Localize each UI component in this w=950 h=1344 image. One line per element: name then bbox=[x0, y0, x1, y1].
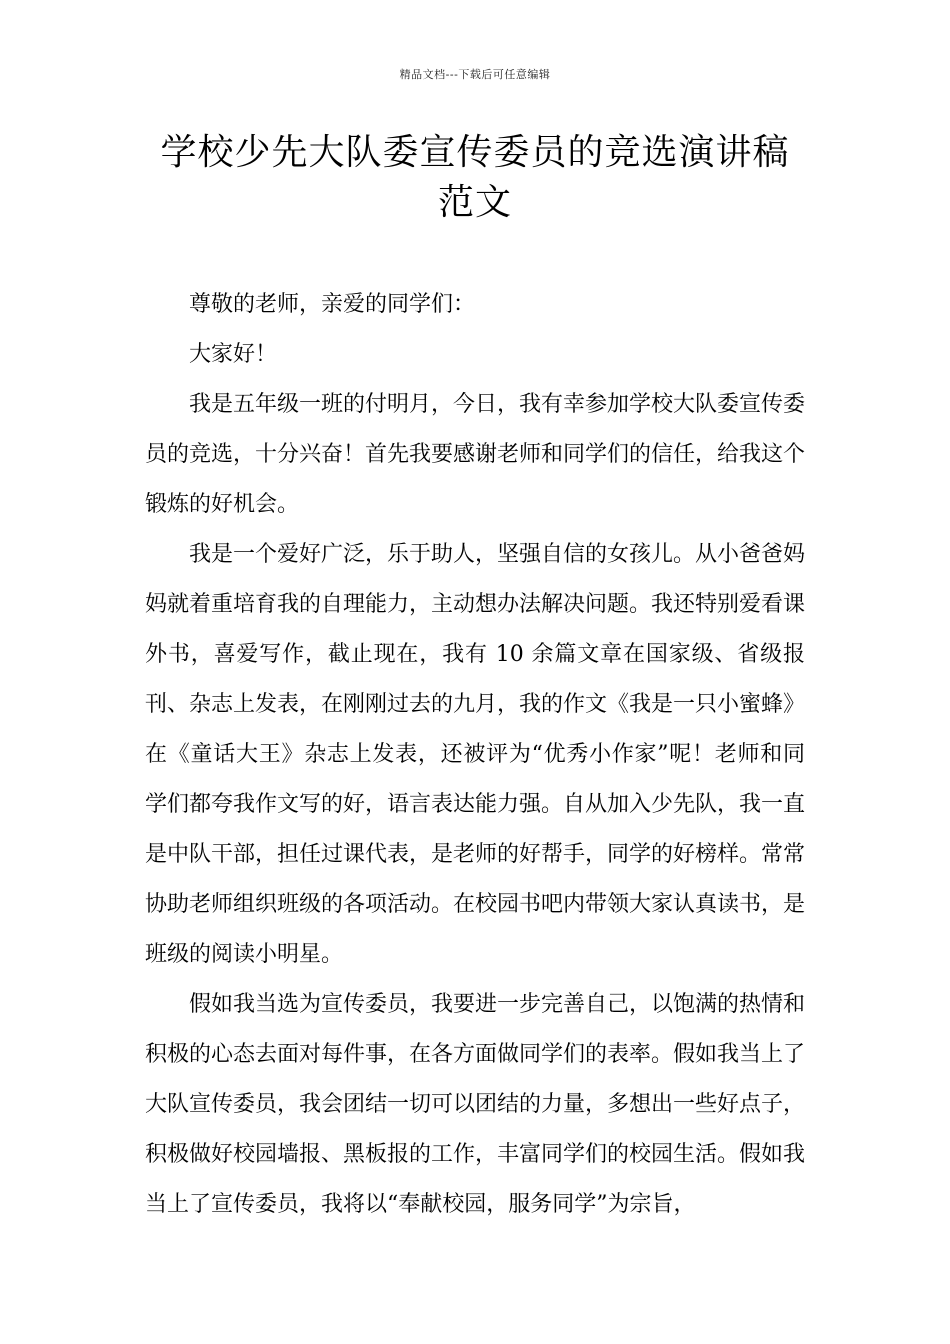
paragraph-salutation: 尊敬的老师，亲爱的同学们： bbox=[189, 292, 476, 317]
paragraph-self-description: 我是一个爱好广泛，乐于助人，坚强自信的女孩儿。从小爸爸妈妈就着重培育我的自理能力，主动想办法解决问题。我还特别爱看课外书，喜爱写作，截止现在，我有 10 余篇文章在国家级、省级报刊、杂志上发表，在刚刚过去的九月，我的作文《我是一只小蜜蜂》在《童话大王》杂志上发表，还被评为“优秀小作家”呢！老师和同学们都夸我作文写的好，语言表达能力强。自从加入少先队，我一直是中队干部，担任过课代表，是老师的好帮手，同学的好榜样。常常协助老师组织班级的各项活动。在校园书吧内带领大家认真读书，是班级的阅读小明星。 bbox=[145, 542, 806, 967]
paragraph-greeting: 大家好！ bbox=[189, 342, 278, 367]
page-title bbox=[120, 128, 830, 228]
title-line-1: 学校少先大队委宣传委员的竞选演讲稿 bbox=[160, 132, 790, 173]
paragraph-introduction: 我是五年级一班的付明月，今日，我有幸参加学校大队委宣传委员的竞选，十分兴奋！首先我要感谢老师和同学们的信任，给我这个锻炼的好机会。 bbox=[145, 392, 806, 517]
document-body bbox=[145, 280, 805, 1230]
header-note: 精品文档---下载后可任意编辑 bbox=[399, 68, 551, 81]
paragraph-plans: 假如我当选为宣传委员，我要进一步完善自己，以饱满的热情和积极的心态去面对每件事，在各方面做同学们的表率。假如我当上了大队宣传委员，我会团结一切可以团结的力量，多想出一些好点子，积极做好校园墙报、黑板报的工作，丰富同学们的校园生活。假如我当上了宣传委员，我将以“奉献校园，服务同学”为宗旨， bbox=[145, 992, 806, 1217]
title-line-2: 范文 bbox=[437, 182, 512, 223]
